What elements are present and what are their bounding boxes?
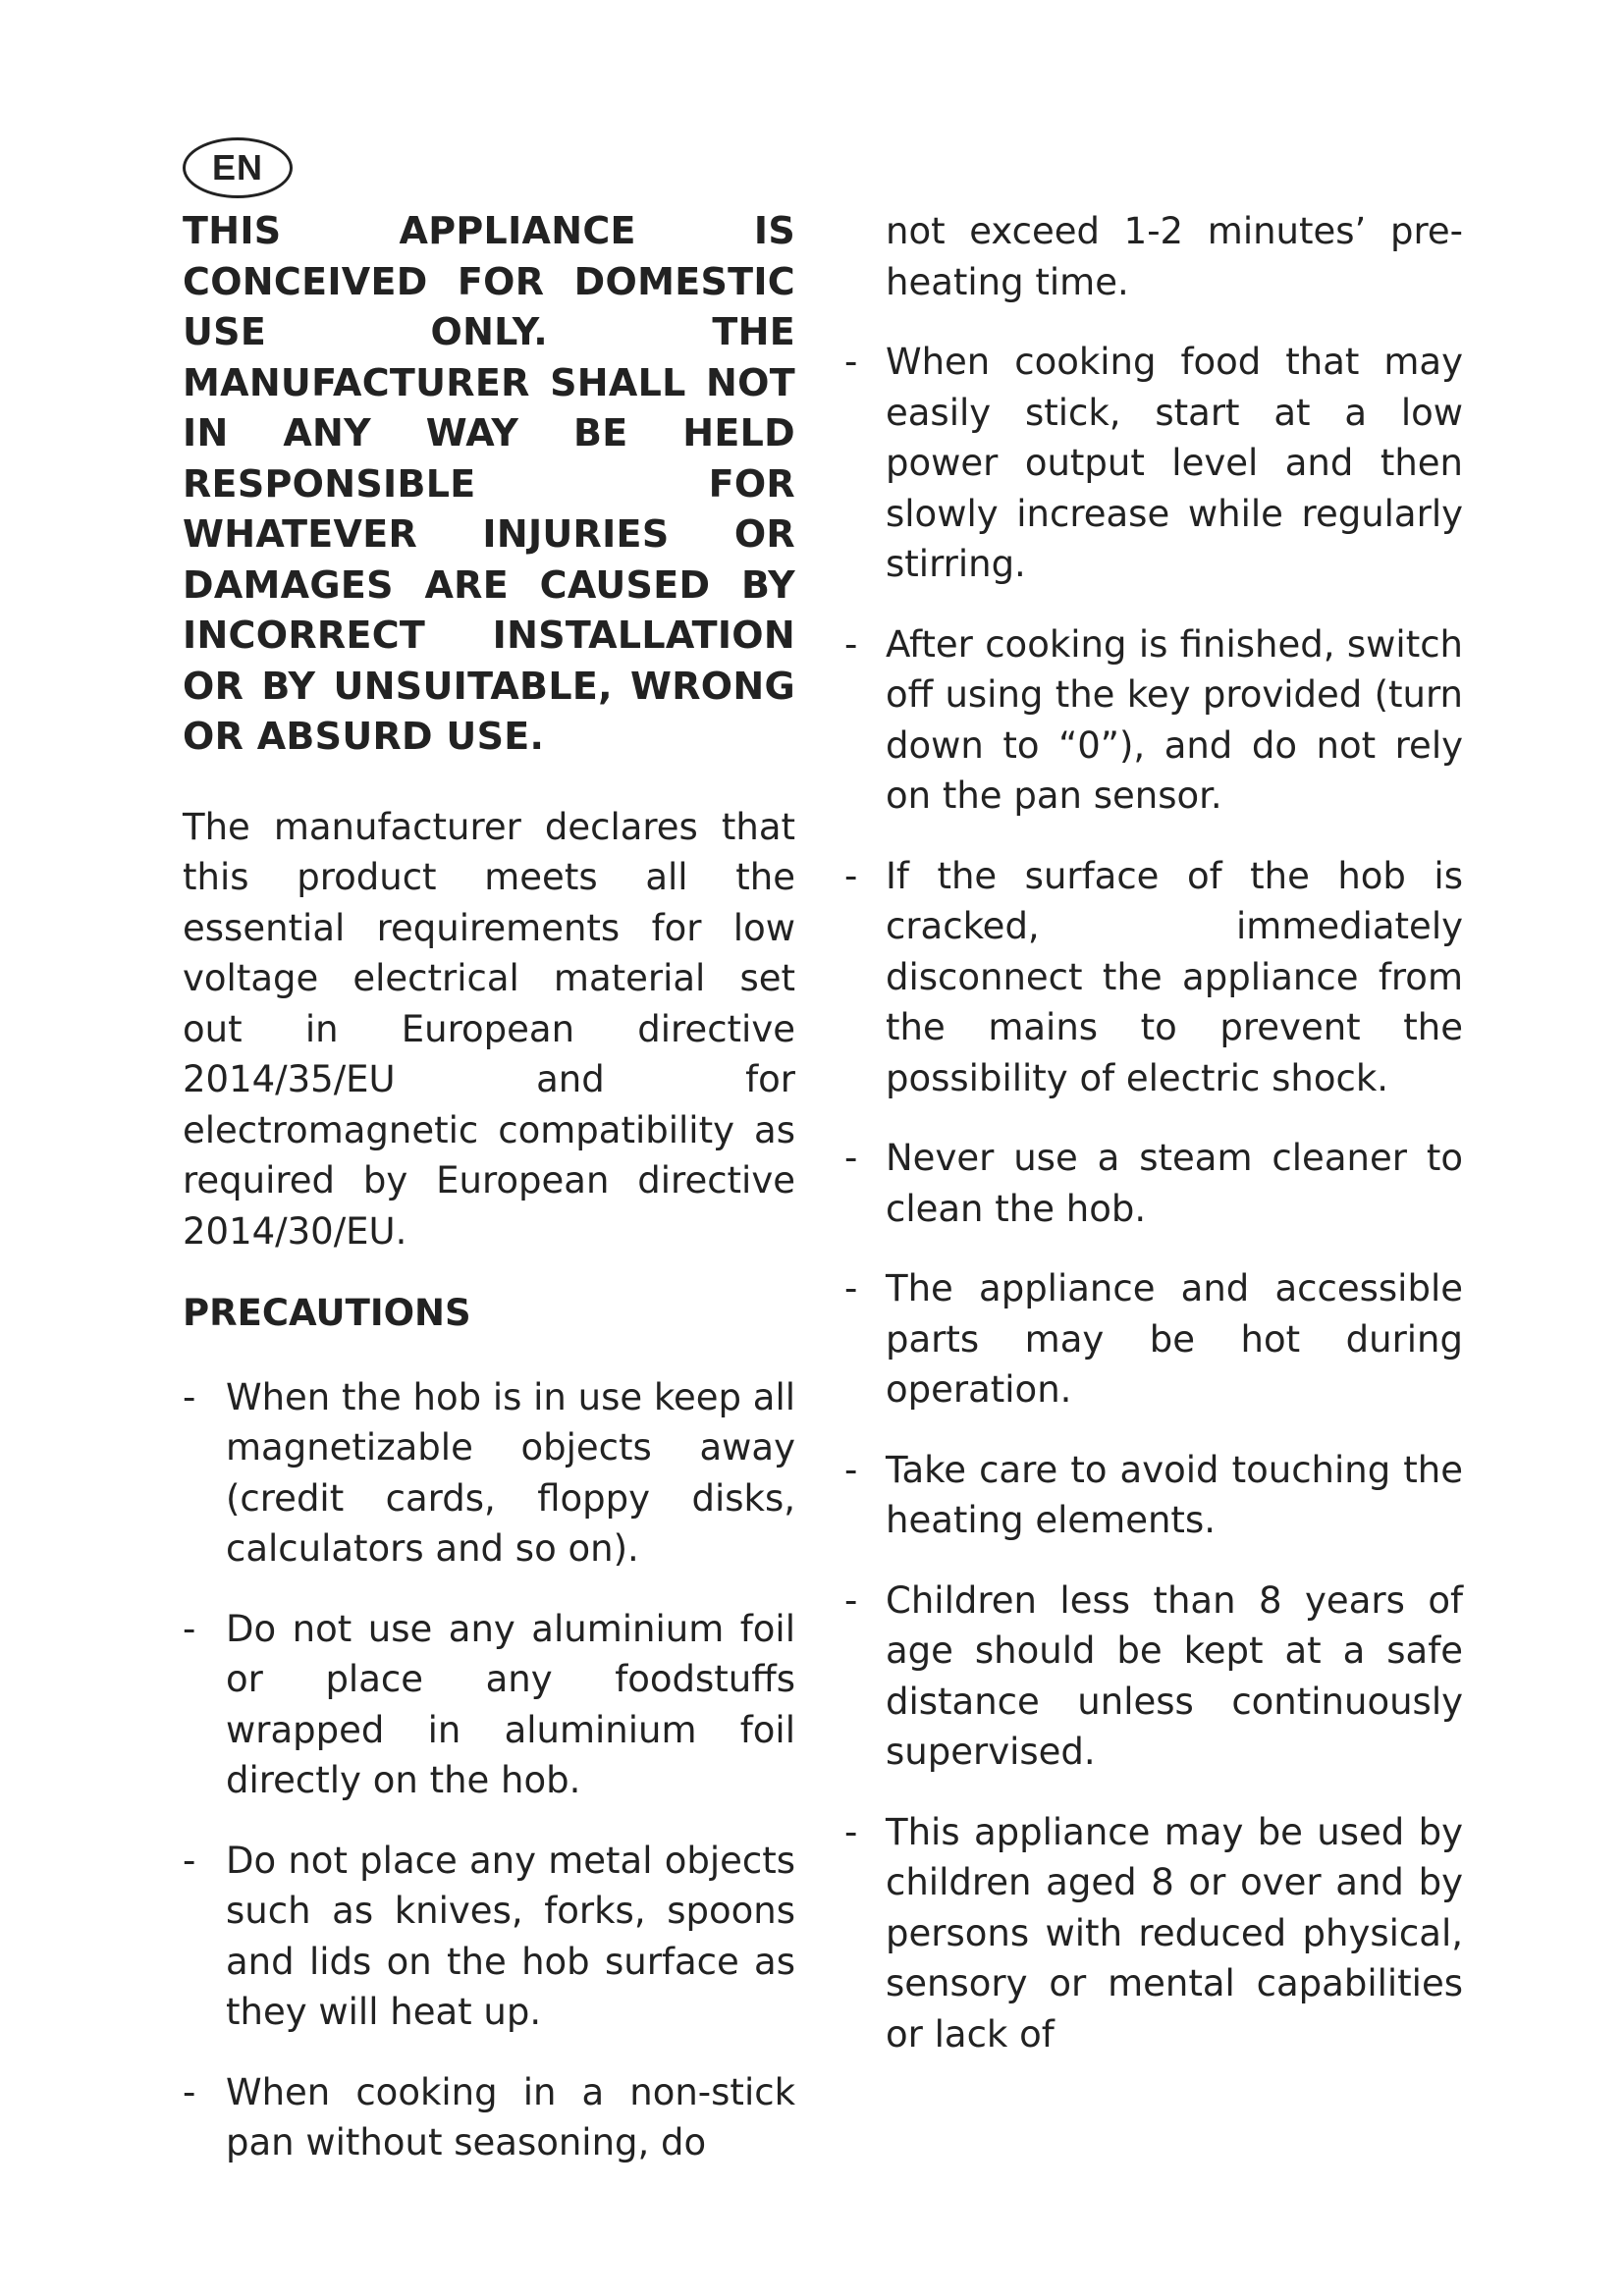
bullet-dash: - [844, 1448, 858, 1491]
bullet-dash: - [183, 2070, 196, 2113]
bullet-dash: - [844, 1810, 858, 1853]
left-column [183, 206, 795, 2198]
list-item [183, 1372, 795, 1575]
list-item-text: The appliance and accessible parts may be hot during operation. [886, 1267, 1463, 1411]
list-item [183, 1836, 795, 2038]
list-item-text: Children less than 8 years of age should be kept at a safe distance unless continuously supervised. [886, 1578, 1463, 1773]
list-item-text: If the surface of the hob is cracked, immediately disconnect the appliance from the mains to prevent the possibility of electric shock. [886, 854, 1463, 1099]
bullet-dash: - [844, 1267, 858, 1309]
precautions-list-right [844, 337, 1463, 2059]
conformity-declaration: The manufacturer declares that this product meets all the essential requirements for low voltage electrical material set out in European directive 2014/35/EU and for electromagnetic compatibility as required by European directive 2014/30/EU. [183, 805, 795, 1253]
list-item [844, 1445, 1463, 1546]
bullet-dash: - [844, 854, 858, 897]
bullet-dash: - [844, 1578, 858, 1622]
list-item [844, 851, 1463, 1104]
list-item-text: Never use a steam cleaner to clean the hob. [886, 1137, 1463, 1230]
list-item [844, 1263, 1463, 1415]
list-item [844, 1807, 1463, 2060]
list-item [183, 1604, 795, 1806]
list-item [844, 619, 1463, 822]
list-item-text: When cooking in a non-stick pan without seasoning, do [226, 2070, 795, 2163]
bullet-dash: - [183, 1375, 196, 1418]
bullet-dash: - [183, 1839, 196, 1882]
list-item [844, 1133, 1463, 1234]
list-item-text: Do not use any aluminium foil or place any foodstuffs wrapped in aluminium foil directly on the hob. [226, 1607, 795, 1801]
list-item [183, 2067, 795, 2168]
bullet-dash: - [844, 622, 858, 666]
bullet-dash: - [183, 1607, 196, 1650]
list-item-text: After cooking is finished, switch off using the key provided (turn down to “0”), and do not rely on the pan sensor. [886, 622, 1463, 817]
list-item-text: This appliance may be used by children aged 8 or over and by persons with reduced physical, sensory or mental capabilities or lack of [886, 1810, 1463, 2056]
list-item-text: When the hob is in use keep all magnetizable objects away (credit cards, floppy disks, calculators and so on). [226, 1375, 796, 1570]
domestic-use-warning: THIS APPLIANCE IS CONCEIVED FOR DOMESTIC USE ONLY. THE MANUFACTURER SHALL NOT IN ANY WAY BE HELD RESPONSIBLE FOR WHATEVER INJURIES OR DAMAGES ARE CAUSED BY INCORRECT INSTALLATION OR BY UNSUITABLE, WRONG OR ABSURD USE. [183, 209, 795, 758]
precautions-list-left [183, 1372, 795, 2168]
precautions-heading: PRECAUTIONS [183, 1292, 471, 1334]
list-item [844, 337, 1463, 590]
right-column [844, 206, 1463, 2089]
bullet-dash: - [844, 341, 858, 383]
list-item-text: Do not place any metal objects such as knives, forks, spoons and lids on the hob surface as they will heat up. [226, 1839, 795, 2033]
bullet-dash: - [844, 1137, 858, 1179]
continued-text: not exceed 1-2 minutes’ pre-heating time. [886, 210, 1463, 303]
list-item-text: When cooking food that may easily stick, start at a low power output level and then slowly increase while regularly stirring. [886, 341, 1463, 585]
list-item-text: Take care to avoid touching the heating elements. [886, 1448, 1463, 1541]
list-item [844, 1575, 1463, 1778]
language-badge: EN [183, 137, 293, 198]
